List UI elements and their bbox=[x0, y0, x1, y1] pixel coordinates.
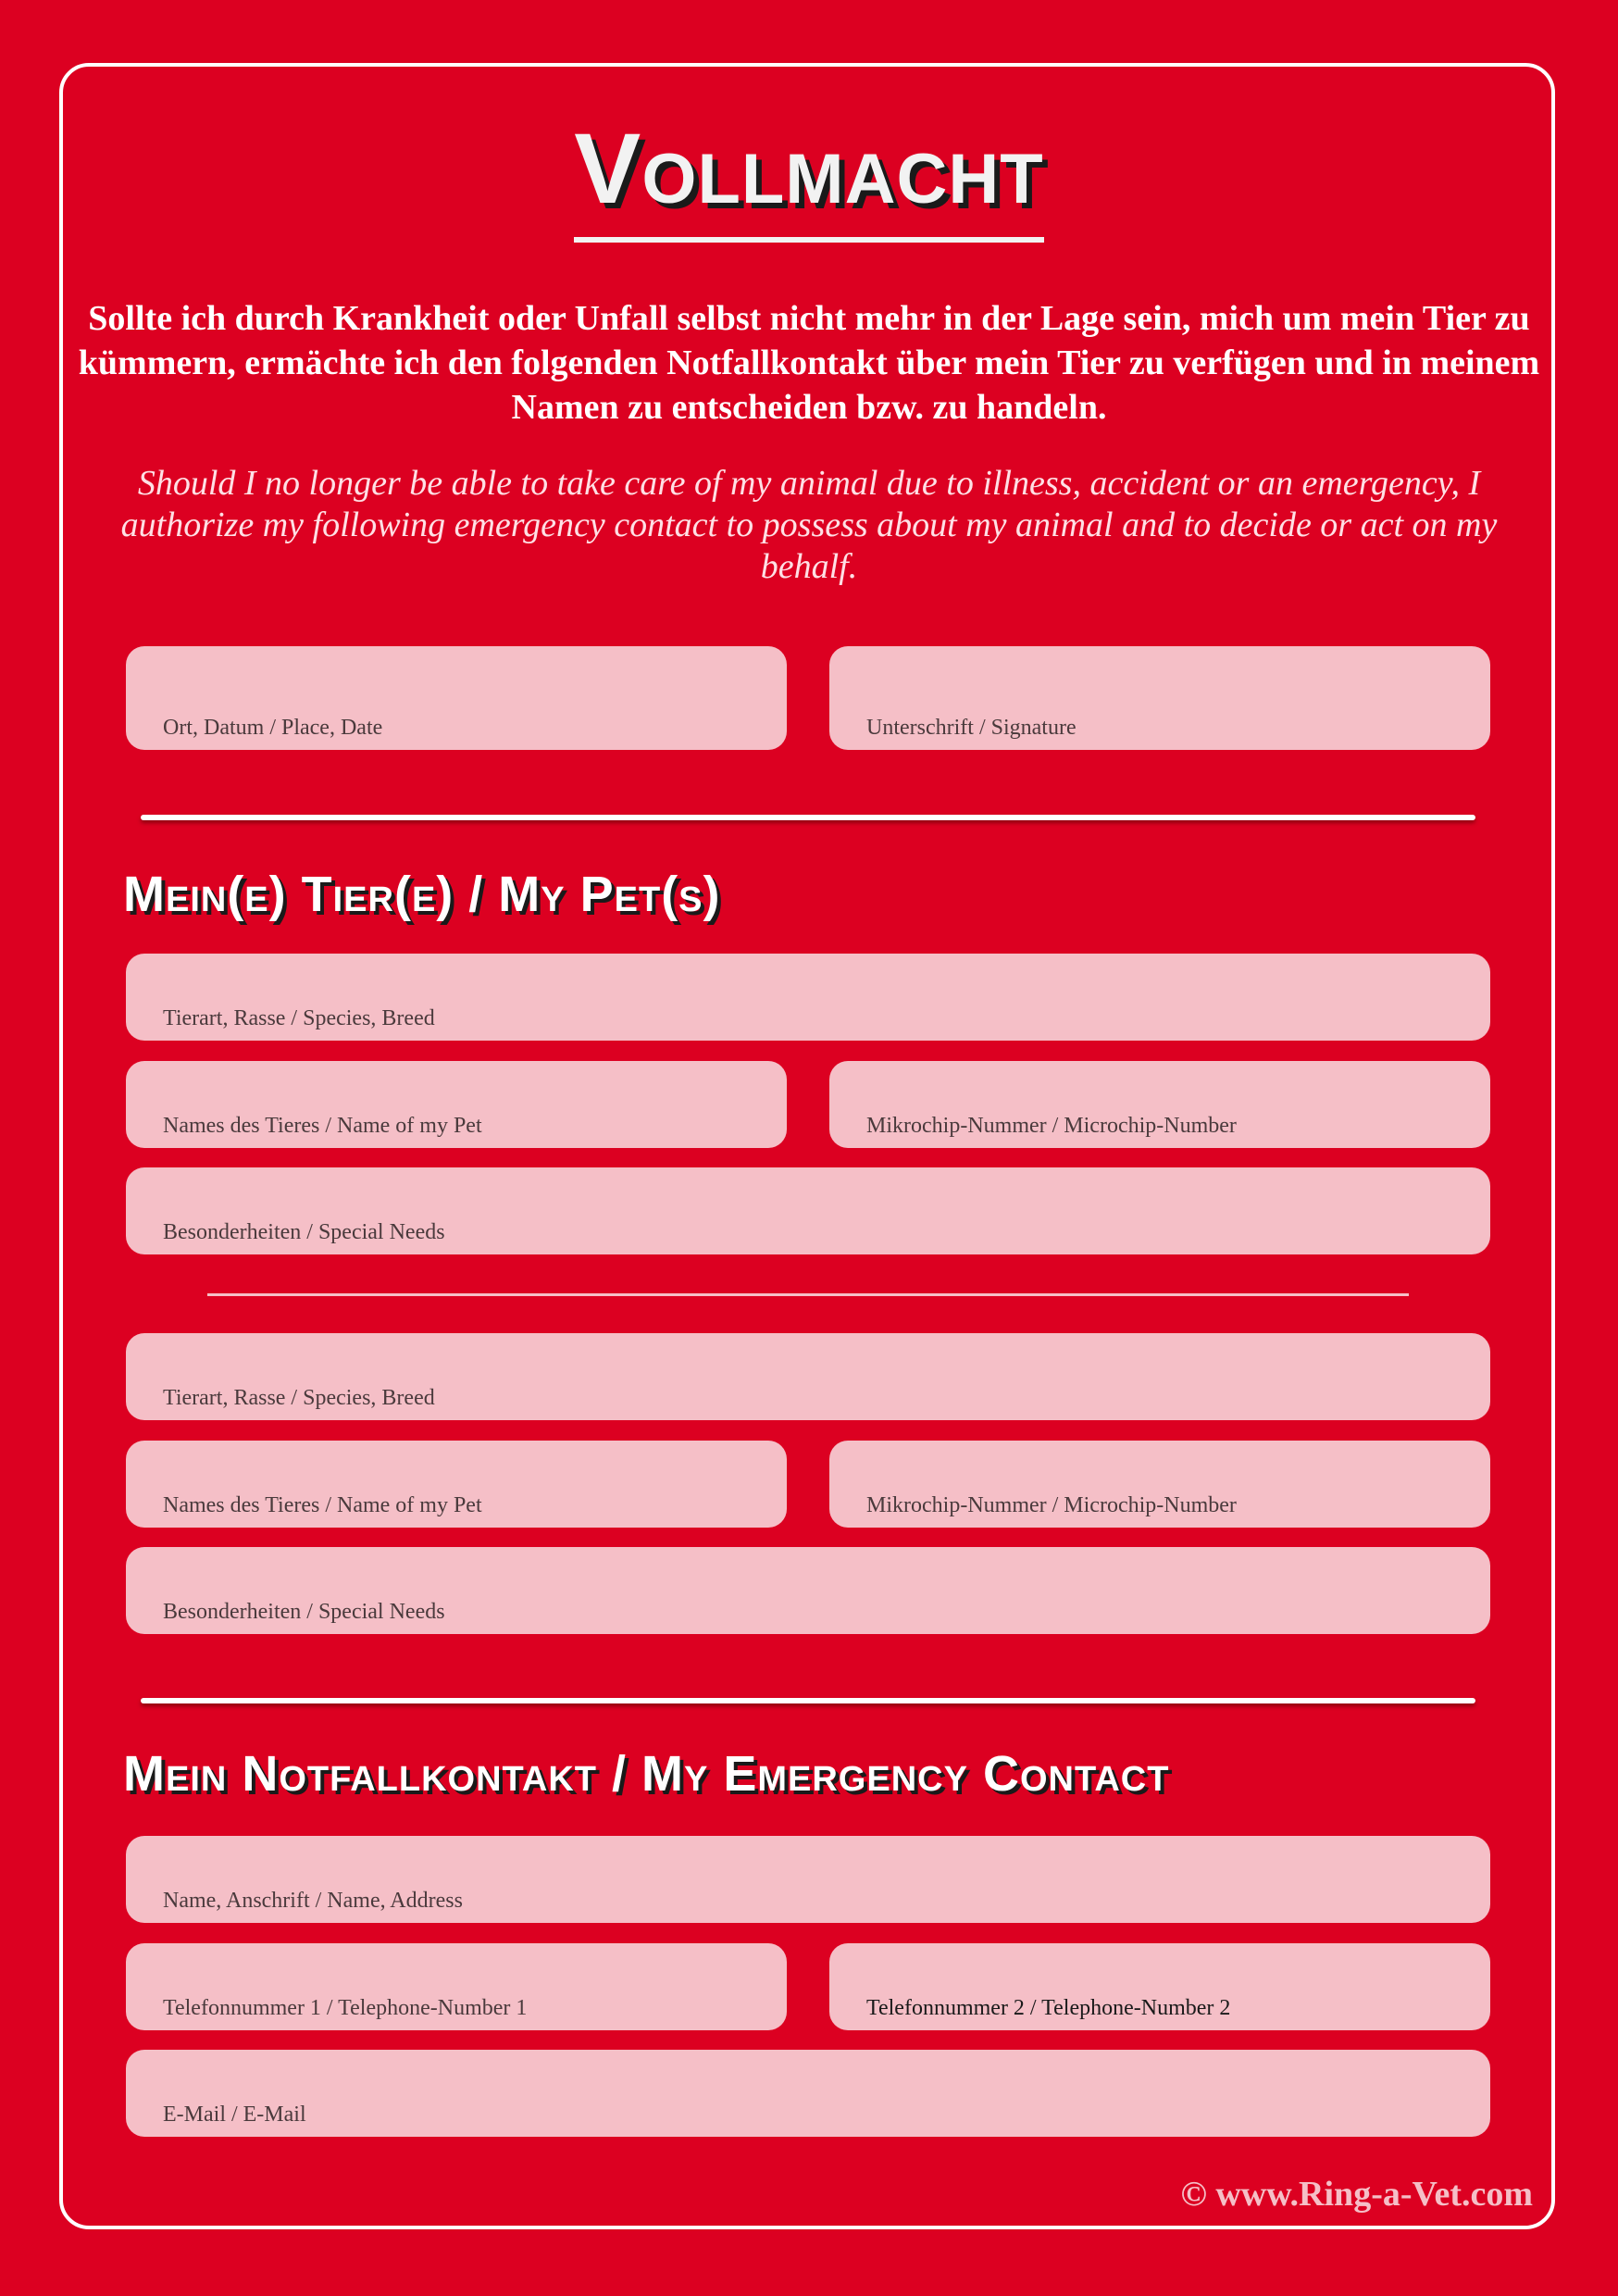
pet2-chip-label: Mikrochip-Nummer / Microchip-Number bbox=[866, 1493, 1237, 1517]
pet1-needs-field[interactable] bbox=[126, 1167, 1490, 1254]
section-divider bbox=[141, 1698, 1475, 1703]
contact-name-label: Name, Anschrift / Name, Address bbox=[163, 1889, 463, 1913]
pet1-species-label: Tierart, Rasse / Species, Breed bbox=[163, 1006, 435, 1030]
pet2-needs-label: Besonderheiten / Special Needs bbox=[163, 1600, 445, 1624]
pet2-species-field[interactable] bbox=[126, 1333, 1490, 1420]
pets-heading: Mein(e) Tier(e) / My Pet(s) bbox=[123, 867, 721, 922]
pet1-species-field[interactable] bbox=[126, 954, 1490, 1041]
contact-phone1-label: Telefonnummer 1 / Telephone-Number 1 bbox=[163, 1996, 528, 2020]
pet2-chip-field[interactable] bbox=[829, 1441, 1490, 1528]
pet1-name-field[interactable] bbox=[126, 1061, 787, 1148]
copyright-footer: © www.Ring-a-Vet.com bbox=[1180, 2175, 1533, 2214]
contact-email-field[interactable] bbox=[126, 2050, 1490, 2137]
intro-english: Should I no longer be able to take care of my animal due to illness, accident or an emergency, I authorize my following emergency contact to possess about my animal and to decide or act on my behalf. bbox=[120, 464, 1498, 586]
contact-phone2-label: Telefonnummer 2 / Telephone-Number 2 bbox=[866, 1996, 1231, 2020]
pet2-name-field[interactable] bbox=[126, 1441, 787, 1528]
intro-german: Sollte ich durch Krankheit oder Unfall selbst nicht mehr in der Lage sein, mich um mein Tier zu kümmern, ermächte ich den folgenden Notfallkontakt über mein Tier zu verfügen und in meinem Namen zu entscheiden bzw. zu handeln. bbox=[78, 299, 1540, 427]
page-title: Vollmacht bbox=[0, 104, 1618, 243]
contact-heading: Mein Notfallkontakt / My Emergency Contact bbox=[123, 1746, 1170, 1802]
contact-name-field[interactable] bbox=[126, 1836, 1490, 1923]
contact-phone2-field[interactable] bbox=[829, 1943, 1490, 2030]
section-divider bbox=[141, 815, 1475, 820]
signature-field[interactable] bbox=[829, 646, 1490, 750]
pet-divider bbox=[207, 1293, 1409, 1296]
pet1-name-label: Names des Tieres / Name of my Pet bbox=[163, 1114, 482, 1138]
pet2-needs-field[interactable] bbox=[126, 1547, 1490, 1634]
pet1-needs-label: Besonderheiten / Special Needs bbox=[163, 1220, 445, 1244]
signature-label: Unterschrift / Signature bbox=[866, 716, 1077, 740]
pet2-species-label: Tierart, Rasse / Species, Breed bbox=[163, 1386, 435, 1410]
pet1-chip-label: Mikrochip-Nummer / Microchip-Number bbox=[866, 1114, 1237, 1138]
pet1-chip-field[interactable] bbox=[829, 1061, 1490, 1148]
place-date-label: Ort, Datum / Place, Date bbox=[163, 716, 383, 740]
contact-email-label: E-Mail / E-Mail bbox=[163, 2103, 306, 2127]
place-date-field[interactable] bbox=[126, 646, 787, 750]
pet2-name-label: Names des Tieres / Name of my Pet bbox=[163, 1493, 482, 1517]
contact-phone1-field[interactable] bbox=[126, 1943, 787, 2030]
